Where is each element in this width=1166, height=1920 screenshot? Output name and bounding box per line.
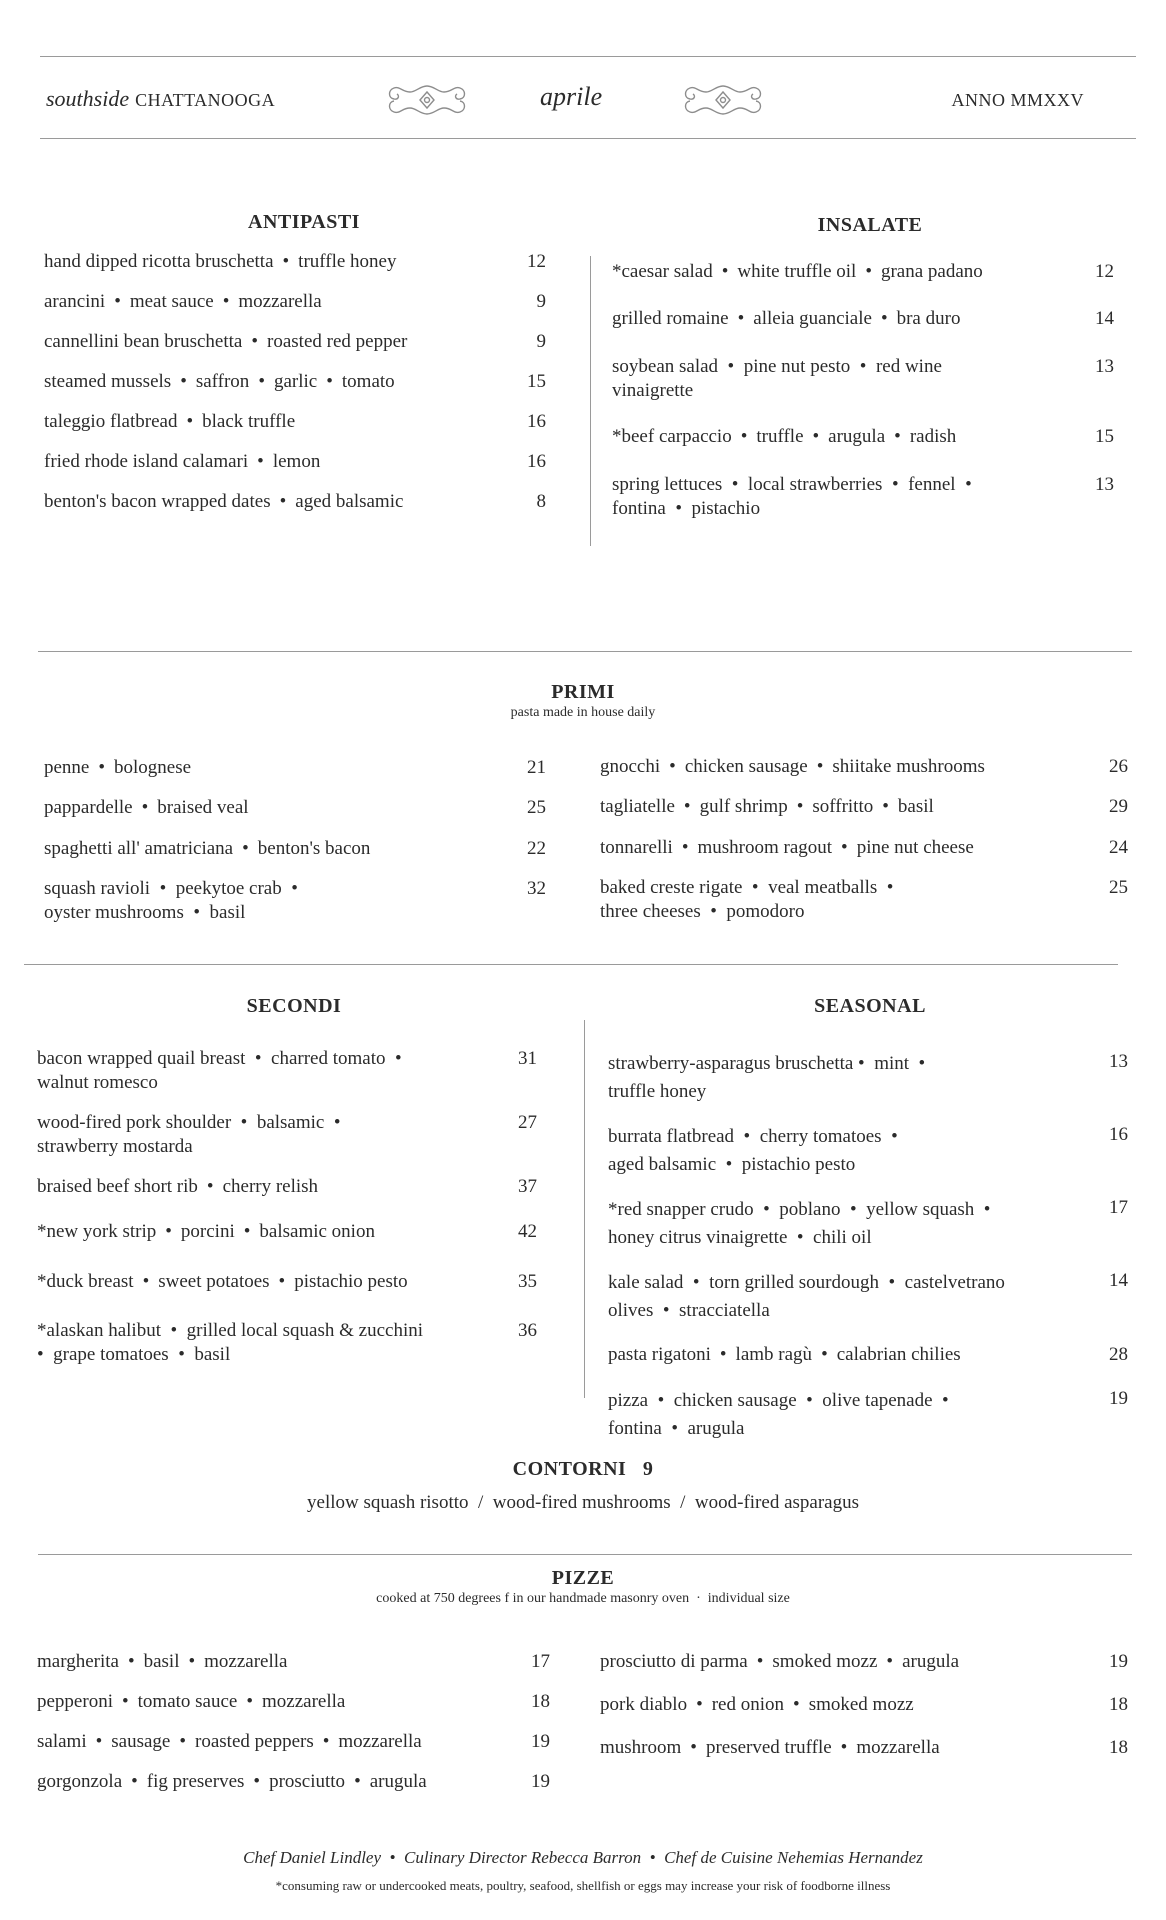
item-desc: soybean salad • pine nut pesto • red wine vinaigrette: [612, 356, 942, 401]
item-price: 21: [527, 757, 546, 778]
item-price: 24: [1109, 837, 1128, 858]
antipasti-title: ANTIPASTI: [248, 211, 360, 233]
item-desc: salami • sausage • roasted peppers • mozzarella: [37, 1731, 422, 1752]
item-price: 35: [518, 1271, 537, 1292]
item-price: 25: [527, 797, 546, 818]
item-price: 16: [527, 451, 546, 472]
item-price: 26: [1109, 756, 1128, 777]
item-desc: gorgonzola • fig preserves • prosciutto • arugula: [37, 1771, 427, 1792]
raw-food-disclaimer: *consuming raw or undercooked meats, poultry, seafood, shellfish or eggs may increase your risk of foodborne illness: [275, 1878, 891, 1893]
year: ANNO MMXXV: [951, 90, 1084, 110]
item-price: 9: [536, 331, 546, 352]
item-price: 18: [531, 1691, 550, 1712]
item-desc: wood-fired pork shoulder • balsamic • strawberry mostarda: [37, 1112, 341, 1157]
item-desc: *duck breast • sweet potatoes • pistachio pesto: [37, 1271, 408, 1292]
item-desc: steamed mussels • saffron • garlic • tomato: [44, 371, 395, 392]
item-price: 18: [1109, 1737, 1128, 1758]
item-desc: arancini • meat sauce • mozzarella: [44, 291, 322, 312]
item-price: 32: [527, 878, 546, 899]
item-price: 12: [1095, 261, 1114, 282]
item-price: 14: [1109, 1270, 1128, 1291]
item-desc: *beef carpaccio • truffle • arugula • radish: [612, 426, 957, 447]
item-price: 13: [1095, 356, 1114, 377]
item-desc: benton's bacon wrapped dates • aged balsamic: [44, 491, 404, 512]
ornament-left-icon: [384, 80, 470, 120]
location-script: southside: [46, 86, 130, 111]
item-desc: margherita • basil • mozzarella: [37, 1651, 288, 1672]
item-desc: *alaskan halibut • grilled local squash & zucchini • grape tomatoes • basil: [37, 1320, 424, 1365]
item-price: 28: [1109, 1344, 1128, 1365]
contorni-list: yellow squash risotto / wood-fired mushrooms / wood-fired asparagus: [307, 1492, 859, 1513]
item-desc: strawberry-asparagus bruschetta • mint • truffle honey: [608, 1053, 926, 1102]
item-desc: squash ravioli • peekytoe crab • oyster mushrooms • basil: [44, 878, 298, 923]
item-price: 9: [536, 291, 546, 312]
item-desc: *red snapper crudo • poblano • yellow squash • honey citrus vinaigrette • chili oil: [608, 1199, 991, 1248]
column-divider: [590, 256, 591, 546]
item-price: 29: [1109, 796, 1128, 817]
primi-subtitle: pasta made in house daily: [510, 705, 656, 720]
item-price: 16: [1109, 1124, 1128, 1145]
item-price: 12: [527, 251, 546, 272]
item-desc: bacon wrapped quail breast • charred tomato • walnut romesco: [37, 1048, 402, 1093]
ornament-right-icon: [680, 80, 766, 120]
item-price: 14: [1095, 308, 1114, 329]
column-divider: [584, 1020, 585, 1398]
item-desc: pappardelle • braised veal: [44, 797, 249, 818]
pizze-title: PIZZE: [551, 1567, 615, 1589]
item-desc: penne • bolognese: [44, 757, 192, 778]
item-desc: braised beef short rib • cherry relish: [37, 1176, 319, 1197]
item-desc: gnocchi • chicken sausage • shiitake mushrooms: [600, 756, 985, 777]
item-desc: mushroom • preserved truffle • mozzarella: [600, 1737, 940, 1758]
item-price: 19: [531, 1771, 550, 1792]
item-desc: pasta rigatoni • lamb ragù • calabrian chilies: [608, 1344, 961, 1365]
item-desc: *new york strip • porcini • balsamic onion: [37, 1221, 375, 1242]
item-desc: burrata flatbread • cherry tomatoes • aged balsamic • pistachio pesto: [608, 1126, 898, 1175]
item-desc: prosciutto di parma • smoked mozz • arugula: [600, 1651, 960, 1672]
item-price: 22: [527, 838, 546, 859]
item-desc: cannellini bean bruschetta • roasted red pepper: [44, 331, 408, 352]
location-city: CHATTANOOGA: [135, 90, 276, 110]
section-divider: [24, 964, 1118, 965]
seasonal-title: SEASONAL: [814, 995, 926, 1017]
item-price: 27: [518, 1112, 537, 1133]
item-price: 42: [518, 1221, 537, 1242]
secondi-title: SECONDI: [246, 995, 342, 1017]
item-desc: fried rhode island calamari • lemon: [44, 451, 321, 472]
item-price: 36: [518, 1320, 537, 1341]
section-divider: [38, 651, 1132, 652]
pizze-subtitle: cooked at 750 degrees f in our handmade masonry oven · individual size: [376, 1591, 790, 1606]
item-price: 37: [518, 1176, 537, 1197]
item-desc: kale salad • torn grilled sourdough • castelvetrano olives • stracciatella: [608, 1272, 1005, 1321]
item-price: 19: [531, 1731, 550, 1752]
item-price: 19: [1109, 1651, 1128, 1672]
item-desc: pepperoni • tomato sauce • mozzarella: [37, 1691, 346, 1712]
item-desc: tagliatelle • gulf shrimp • soffritto • basil: [600, 796, 934, 817]
item-price: 13: [1109, 1051, 1128, 1072]
location: [46, 86, 275, 112]
item-desc: *caesar salad • white truffle oil • grana padano: [612, 261, 983, 282]
contorni-title: CONTORNI 9: [512, 1458, 654, 1480]
section-divider: [38, 1554, 1132, 1555]
item-price: 15: [1095, 426, 1114, 447]
item-desc: pork diablo • red onion • smoked mozz: [600, 1694, 914, 1715]
primi-title: PRIMI: [551, 681, 615, 703]
month: aprile: [540, 82, 603, 111]
item-desc: spaghetti all' amatriciana • benton's bacon: [44, 838, 371, 859]
item-price: 25: [1109, 877, 1128, 898]
item-price: 15: [527, 371, 546, 392]
item-desc: taleggio flatbread • black truffle: [44, 411, 296, 432]
item-desc: pizza • chicken sausage • olive tapenade • fontina • arugula: [608, 1390, 949, 1439]
item-price: 13: [1095, 474, 1114, 495]
chef-credits: Chef Daniel Lindley • Culinary Director Rebecca Barron • Chef de Cuisine Nehemias Hernandez: [243, 1848, 923, 1867]
item-price: 17: [531, 1651, 550, 1672]
item-desc: baked creste rigate • veal meatballs • three cheeses • pomodoro: [600, 877, 894, 922]
item-price: 17: [1109, 1197, 1128, 1218]
item-price: 8: [536, 491, 546, 512]
item-desc: hand dipped ricotta bruschetta • truffle honey: [44, 251, 397, 272]
header-divider: [40, 138, 1136, 139]
item-desc: grilled romaine • alleia guanciale • bra duro: [612, 308, 961, 329]
item-price: 19: [1109, 1388, 1128, 1409]
item-desc: spring lettuces • local strawberries • fennel • fontina • pistachio: [612, 474, 972, 519]
item-price: 16: [527, 411, 546, 432]
insalate-title: INSALATE: [817, 214, 923, 236]
item-price: 31: [518, 1048, 537, 1069]
top-divider: [40, 56, 1136, 57]
item-price: 18: [1109, 1694, 1128, 1715]
item-desc: tonnarelli • mushroom ragout • pine nut cheese: [600, 837, 974, 858]
